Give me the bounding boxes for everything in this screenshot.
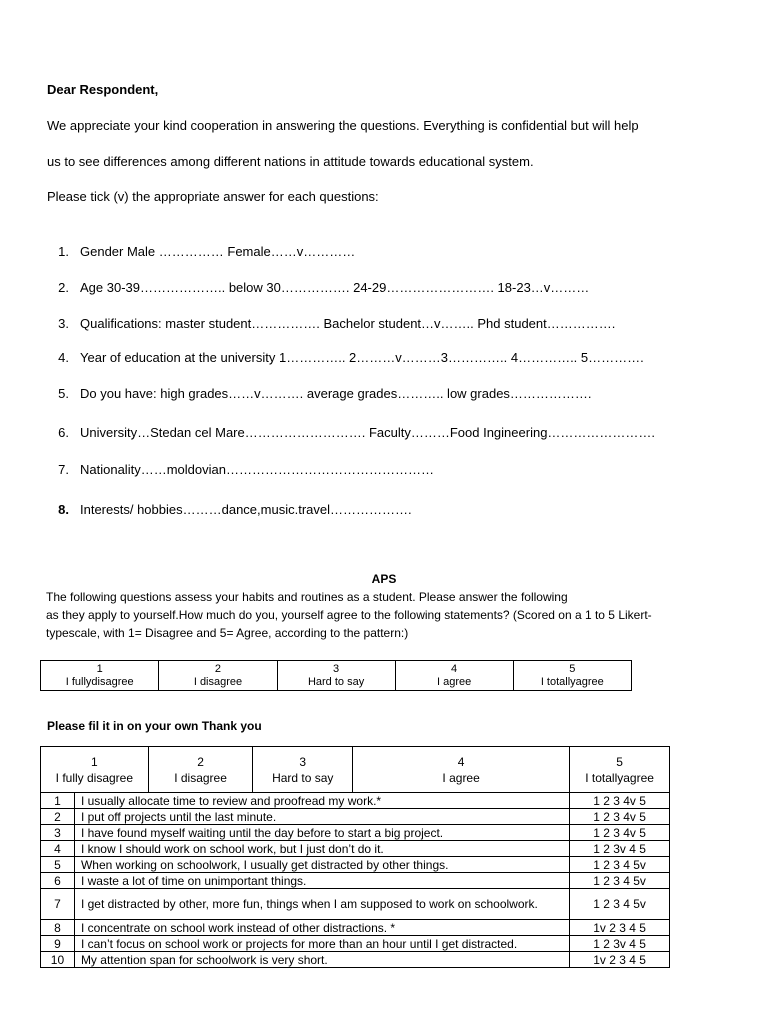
instruction: Please tick (v) the appropriate answer for each questions: — [47, 189, 379, 204]
row-number: 9 — [41, 936, 75, 952]
scale-legend-table — [40, 660, 632, 691]
greeting: Dear Respondent, — [47, 82, 159, 97]
row-score: 1 2 3v 4 5 — [570, 936, 670, 952]
row-number: 8 — [41, 920, 75, 936]
scale-cell: 5 I totallyagree — [513, 661, 631, 691]
table-row — [41, 825, 670, 841]
row-number: 1 — [41, 793, 75, 809]
row-statement: I have found myself waiting until the day before to start a big project. — [74, 825, 569, 841]
row-statement: My attention span for schoolwork is very short. — [74, 952, 569, 968]
aps-questionnaire-table — [40, 746, 670, 968]
table-row — [41, 952, 670, 968]
question-1: 1. Gender Male …………… Female……v………… — [58, 244, 356, 259]
table-row — [41, 920, 670, 936]
row-score: 1 2 3 4v 5 — [570, 825, 670, 841]
row-number: 10 — [41, 952, 75, 968]
question-4: 4. Year of education at the university 1………….. 2………v………3………….. 4………….. 5…………. — [58, 350, 644, 365]
row-score: 1 2 3 4 5v — [570, 873, 670, 889]
scale-cell: 4 I agree — [395, 661, 513, 691]
row-statement: I usually allocate time to review and proofread my work.* — [74, 793, 569, 809]
scale-cell: 1 I fullydisagree — [41, 661, 159, 691]
question-6: 6. University…Stedan cel Mare………………………. Faculty………Food Ingineering……………………. — [58, 425, 656, 440]
table-row — [41, 841, 670, 857]
fill-note: Please fil it in on your own Thank you — [47, 719, 262, 733]
row-statement: When working on schoolwork, I usually get distracted by other things. — [74, 857, 569, 873]
question-3: 3. Qualifications: master student……………. Bachelor student…v…….. Phd student……………. — [58, 316, 616, 331]
row-number: 3 — [41, 825, 75, 841]
row-statement: I get distracted by other, more fun, things when I am supposed to work on schoolwork. — [74, 889, 569, 920]
row-score: 1 2 3 4 5v — [570, 889, 670, 920]
header-cell: 4 I agree — [353, 747, 570, 793]
header-cell: 3 Hard to say — [253, 747, 353, 793]
table-header-row — [41, 747, 670, 793]
row-score: 1v 2 3 4 5 — [570, 952, 670, 968]
question-8: 8. Interests/ hobbies………dance,music.travel………………. — [58, 502, 412, 517]
row-number: 7 — [41, 889, 75, 920]
table-row — [41, 889, 670, 920]
header-cell: 5 I totallyagree — [570, 747, 670, 793]
scale-cell: 3 Hard to say — [277, 661, 395, 691]
question-7: 7. Nationality……moldovian………………………………………… — [58, 462, 434, 477]
table-row — [41, 793, 670, 809]
intro-line-2: us to see differences among different nations in attitude towards educational system. — [47, 154, 534, 169]
table-row — [41, 857, 670, 873]
table-row — [41, 809, 670, 825]
scale-cell: 2 I disagree — [159, 661, 277, 691]
intro-line-1: We appreciate your kind cooperation in answering the questions. Everything is confidential but will help — [47, 118, 639, 133]
row-score: 1v 2 3 4 5 — [570, 920, 670, 936]
row-number: 4 — [41, 841, 75, 857]
row-statement: I put off projects until the last minute. — [74, 809, 569, 825]
row-score: 1 2 3v 4 5 — [570, 841, 670, 857]
row-statement: I know I should work on school work, but I just don’t do it. — [74, 841, 569, 857]
question-2: 2. Age 30-39……………….. below 30……………. 24-29……………………. 18-23…v……… — [58, 280, 590, 295]
row-score: 1 2 3 4v 5 — [570, 809, 670, 825]
aps-line-2: as they apply to yourself.How much do you, yourself agree to the following statements? (Scored on a 1 to 5 Likert- — [46, 608, 652, 622]
aps-line-1: The following questions assess your habits and routines as a student. Please answer the following — [46, 590, 568, 604]
aps-title: APS — [371, 572, 397, 586]
header-cell: 2 I disagree — [148, 747, 253, 793]
row-score: 1 2 3 4v 5 — [570, 793, 670, 809]
question-5: 5. Do you have: high grades……v………. average grades……….. low grades………………. — [58, 386, 592, 401]
row-statement: I waste a lot of time on unimportant things. — [74, 873, 569, 889]
row-statement: I concentrate on school work instead of other distractions. * — [74, 920, 569, 936]
row-score: 1 2 3 4 5v — [570, 857, 670, 873]
table-row — [41, 873, 670, 889]
row-number: 5 — [41, 857, 75, 873]
row-statement: I can’t focus on school work or projects for more than an hour until I get distracted. — [74, 936, 569, 952]
row-number: 2 — [41, 809, 75, 825]
table-row — [41, 936, 670, 952]
row-number: 6 — [41, 873, 75, 889]
header-cell: 1 I fully disagree — [41, 747, 149, 793]
aps-line-3: typescale, with 1= Disagree and 5= Agree, according to the pattern:) — [46, 626, 409, 640]
